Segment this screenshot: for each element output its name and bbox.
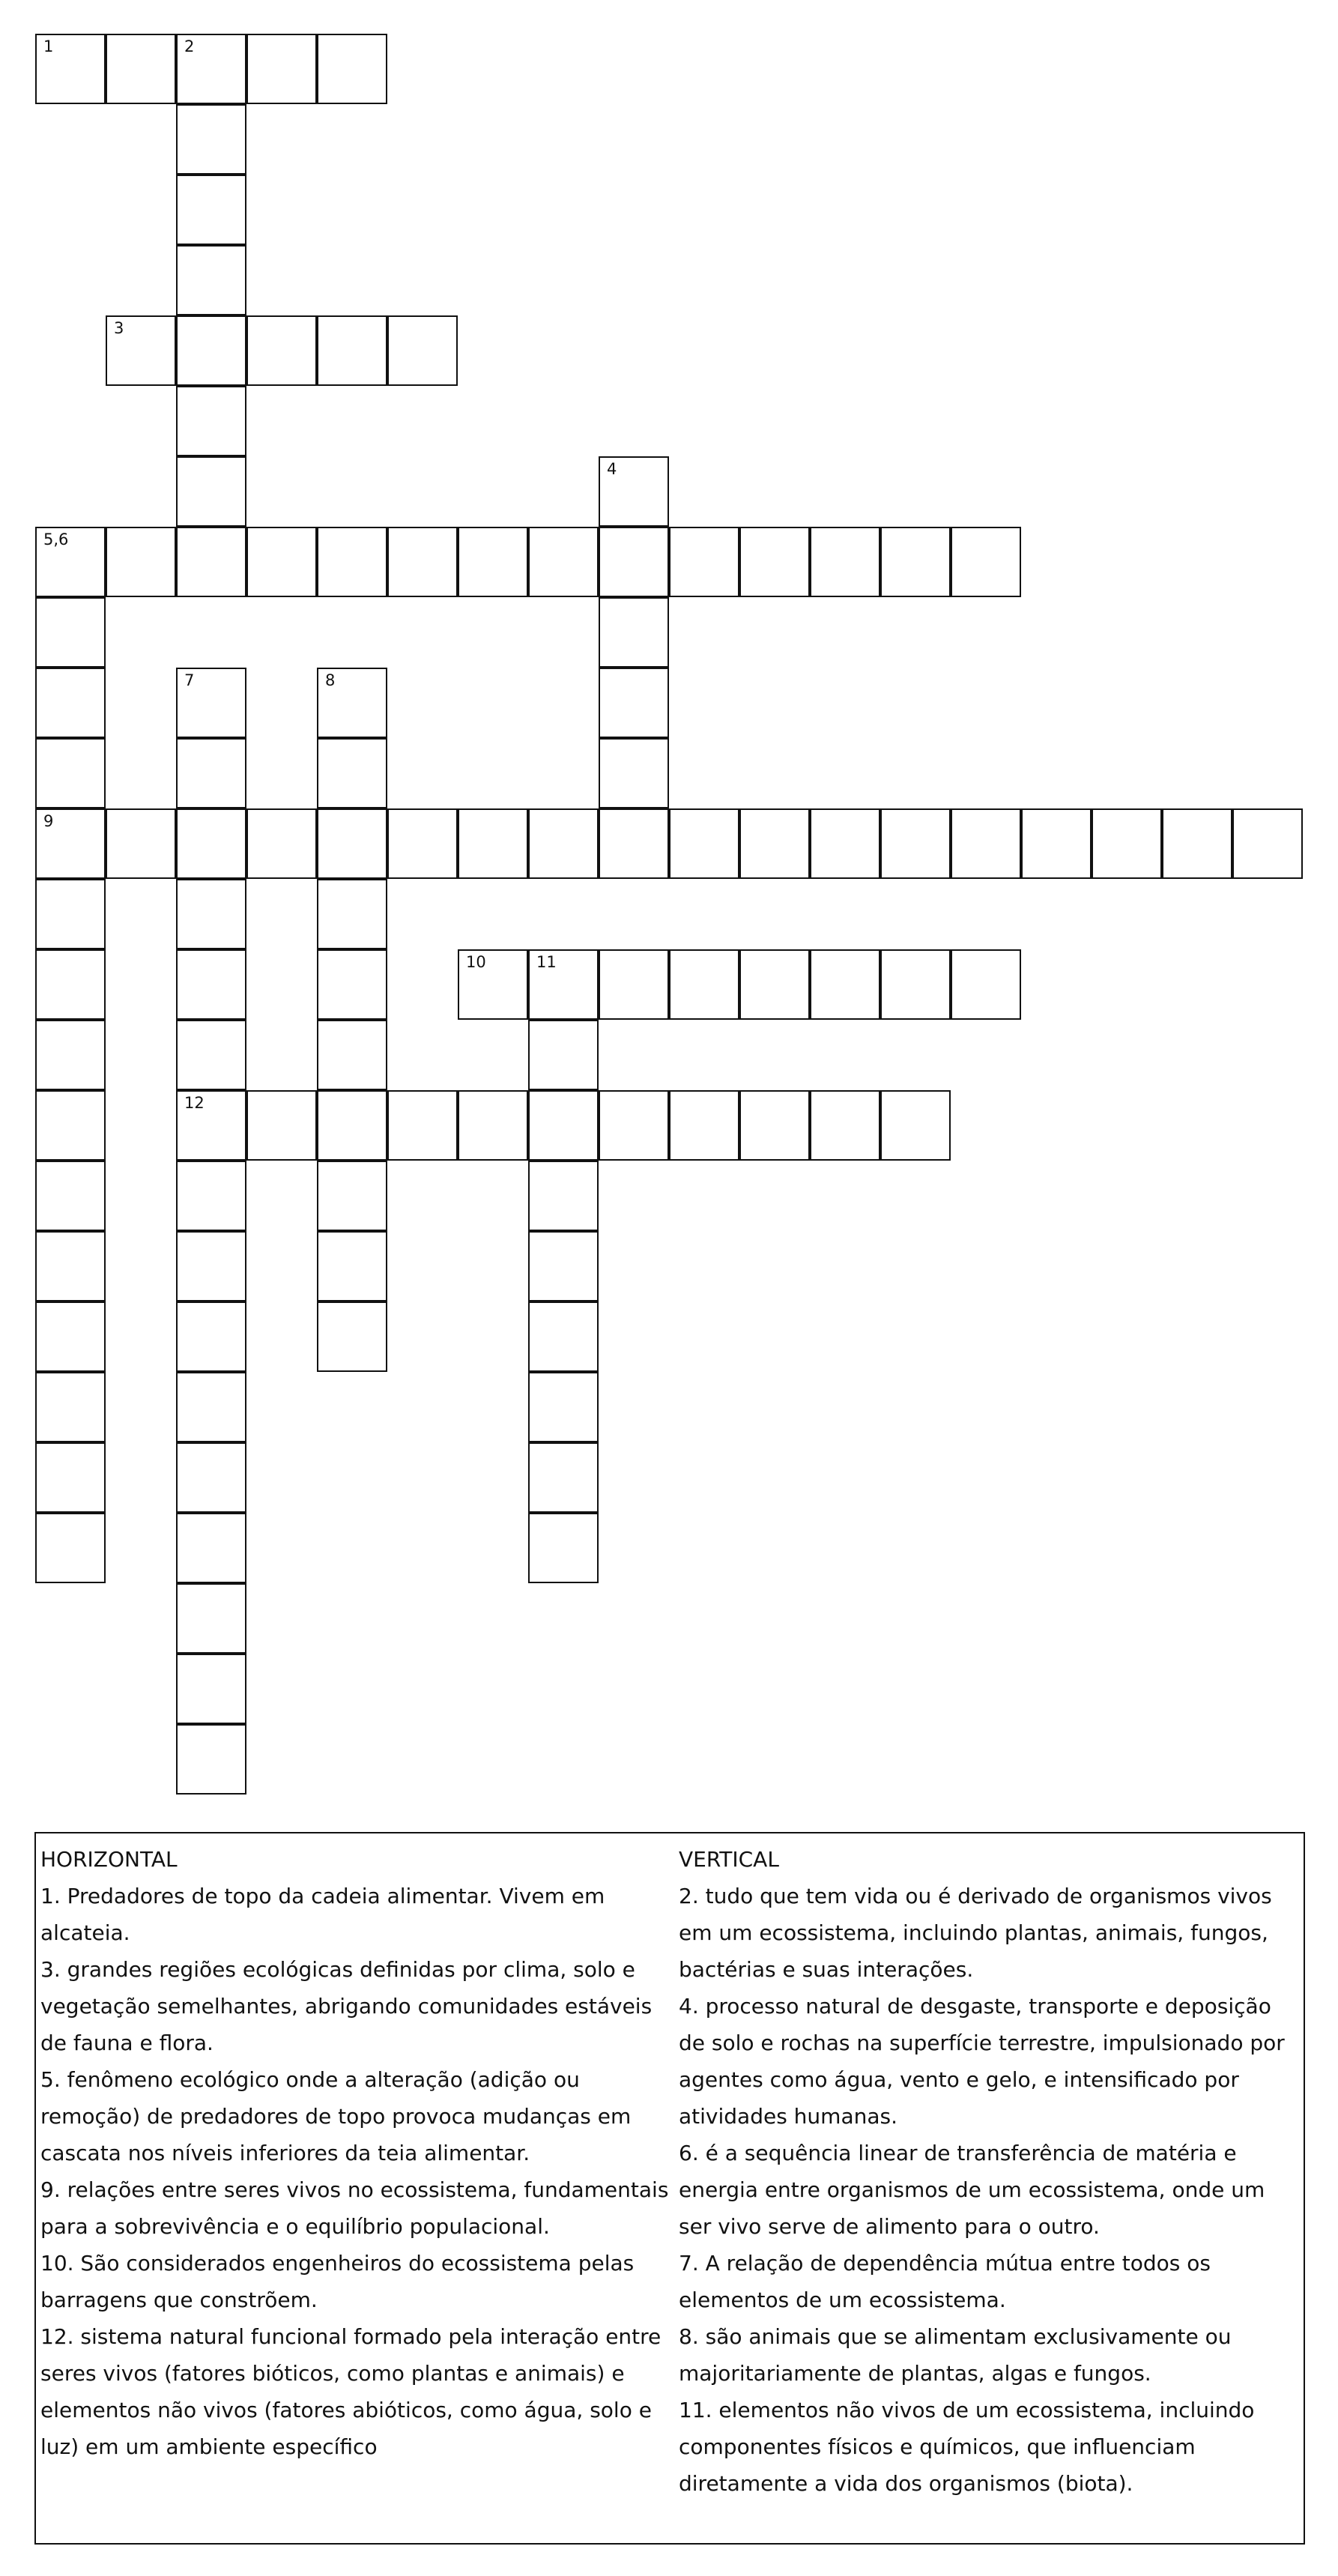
crossword-cell[interactable]: [810, 1090, 880, 1161]
crossword-cell[interactable]: [106, 34, 176, 104]
crossword-cell[interactable]: [528, 527, 599, 597]
crossword-cell[interactable]: [528, 1372, 599, 1442]
crossword-cell[interactable]: [669, 808, 739, 879]
crossword-cell[interactable]: [176, 1301, 246, 1372]
crossword-cell[interactable]: [176, 1231, 246, 1301]
crossword-cell[interactable]: [317, 1231, 387, 1301]
crossword-cell[interactable]: [106, 527, 176, 597]
crossword-cell[interactable]: [176, 1442, 246, 1513]
crossword-cell[interactable]: [599, 597, 669, 668]
horizontal-clue-10: 10. São considerados engenheiros do ecossistema pelas barragens que constrõem.: [40, 2251, 635, 2312]
crossword-cell[interactable]: [528, 1442, 599, 1513]
clues-box: [34, 1832, 1305, 2545]
crossword-cell[interactable]: [246, 315, 317, 386]
crossword-cell[interactable]: [246, 527, 317, 597]
clue-number: 10: [466, 953, 486, 971]
crossword-cell[interactable]: [599, 808, 669, 879]
crossword-cell[interactable]: [528, 1020, 599, 1090]
crossword-cell[interactable]: [106, 808, 176, 879]
crossword-cell[interactable]: [176, 1583, 246, 1654]
crossword-cell[interactable]: [317, 1090, 387, 1161]
crossword-cell[interactable]: [317, 527, 387, 597]
crossword-cell[interactable]: [528, 1513, 599, 1583]
crossword-cell[interactable]: [317, 1020, 387, 1090]
crossword-cell[interactable]: [599, 668, 669, 738]
clue-number: 3: [114, 319, 124, 337]
crossword-cell[interactable]: [739, 949, 810, 1020]
crossword-cell[interactable]: [528, 949, 599, 1020]
crossword-cell[interactable]: [810, 527, 880, 597]
crossword-cell[interactable]: [35, 1372, 106, 1442]
crossword-cell[interactable]: [1162, 808, 1232, 879]
crossword-cell[interactable]: [176, 456, 246, 527]
crossword-cell[interactable]: [387, 315, 458, 386]
crossword-cell[interactable]: [176, 34, 246, 104]
crossword-cell[interactable]: [528, 1161, 599, 1231]
crossword-cell[interactable]: [176, 104, 246, 175]
crossword-cell[interactable]: [176, 1161, 246, 1231]
crossword-cell[interactable]: [317, 315, 387, 386]
crossword-cell[interactable]: [106, 315, 176, 386]
crossword-cell[interactable]: [35, 527, 106, 597]
clue-number: 7: [184, 671, 195, 689]
crossword-cell[interactable]: [739, 1090, 810, 1161]
crossword-cell[interactable]: [176, 1724, 246, 1795]
crossword-cell[interactable]: [669, 527, 739, 597]
crossword-cell[interactable]: [1092, 808, 1162, 879]
crossword-cell[interactable]: [35, 1442, 106, 1513]
crossword-cell[interactable]: [35, 1301, 106, 1372]
clue-number: 4: [607, 460, 617, 478]
crossword-cell[interactable]: [880, 949, 951, 1020]
crossword-cell[interactable]: [387, 1090, 458, 1161]
vertical-heading: VERTICAL: [679, 1847, 779, 1872]
crossword-cell[interactable]: [810, 808, 880, 879]
crossword-cell[interactable]: [951, 949, 1021, 1020]
crossword-cell[interactable]: [951, 527, 1021, 597]
crossword-cell[interactable]: [317, 808, 387, 879]
crossword-cell[interactable]: [35, 879, 106, 949]
horizontal-clue-9: 9. relações entre seres vivos no ecossistema, fundamentais para a sobrevivência e o equilíbrio populacional.: [40, 2177, 669, 2239]
crossword-cell[interactable]: [458, 527, 528, 597]
crossword-cell[interactable]: [599, 738, 669, 808]
horizontal-clue-5: 5. fenômeno ecológico onde a alteração (adição ou remoção) de predadores de topo provoca mudanças em cascata nos níveis inferiores da teia alimentar.: [40, 2067, 632, 2165]
crossword-cell[interactable]: [35, 1161, 106, 1231]
horizontal-clue-12: 12. sistema natural funcional formado pela interação entre seres vivos (fatores bióticos, como plantas e animais) e elementos não vivos (fatores abióticos, como água, solo e luz) em um ambiente específico: [40, 2324, 662, 2459]
crossword-cell[interactable]: [35, 808, 106, 879]
vertical-clue-4: 4. processo natural de desgaste, transporte e deposição de solo e rochas na superfície terrestre, impulsionado por agentes como água, vento e gelo, e intensificado por atividades humanas.: [679, 1994, 1285, 2129]
crossword-cell[interactable]: [599, 1090, 669, 1161]
crossword-cell[interactable]: [669, 949, 739, 1020]
crossword-cell[interactable]: [317, 34, 387, 104]
crossword-cell[interactable]: [599, 456, 669, 527]
vertical-clue-6: 6. é a sequência linear de transferência de matéria e energia entre organismos de um ecossistema, onde um ser vivo serve de alimento para o outro.: [679, 2141, 1265, 2239]
crossword-cell[interactable]: [458, 949, 528, 1020]
crossword-cell[interactable]: [317, 1301, 387, 1372]
crossword-cell[interactable]: [387, 527, 458, 597]
clue-number: 8: [325, 671, 336, 689]
clue-number: 5,6: [43, 530, 69, 548]
vertical-clues: [679, 1841, 1298, 2502]
crossword-cell[interactable]: [810, 949, 880, 1020]
crossword-cell[interactable]: [528, 1231, 599, 1301]
clue-number: 11: [536, 953, 557, 971]
horizontal-clue-3: 3. grandes regiões ecológicas definidas por clima, solo e vegetação semelhantes, abrigando comunidades estáveis de fauna e flora.: [40, 1957, 653, 2055]
vertical-clue-2: 2. tudo que tem vida ou é derivado de organismos vivos em um ecossistema, incluindo plantas, animais, fungos, bactérias e suas interações.: [679, 1884, 1272, 1982]
crossword-cell[interactable]: [35, 949, 106, 1020]
crossword-cell[interactable]: [35, 1020, 106, 1090]
crossword-cell[interactable]: [35, 1090, 106, 1161]
crossword-cell[interactable]: [528, 808, 599, 879]
crossword-cell[interactable]: [528, 1090, 599, 1161]
crossword-cell[interactable]: [35, 34, 106, 104]
crossword-cell[interactable]: [317, 738, 387, 808]
crossword-cell[interactable]: [880, 527, 951, 597]
crossword-cell[interactable]: [458, 1090, 528, 1161]
crossword-cell[interactable]: [458, 808, 528, 879]
crossword-cell[interactable]: [317, 879, 387, 949]
vertical-clue-8: 8. são animais que se alimentam exclusivamente ou majoritariamente de plantas, algas e fungos.: [679, 2324, 1232, 2386]
clue-number: 9: [43, 812, 54, 830]
crossword-cell[interactable]: [880, 1090, 951, 1161]
crossword-cell[interactable]: [669, 1090, 739, 1161]
crossword-cell[interactable]: [246, 808, 317, 879]
vertical-clue-7: 7. A relação de dependência mútua entre todos os elementos de um ecossistema.: [679, 2251, 1211, 2312]
crossword-cell[interactable]: [176, 386, 246, 456]
crossword-cell[interactable]: [1021, 808, 1092, 879]
crossword-cell[interactable]: [176, 738, 246, 808]
crossword-cell[interactable]: [176, 808, 246, 879]
crossword-cell[interactable]: [246, 34, 317, 104]
crossword-cell[interactable]: [246, 1090, 317, 1161]
crossword-cell[interactable]: [387, 808, 458, 879]
vertical-clue-11: 11. elementos não vivos de um ecossistema, incluindo componentes físicos e químicos, que influenciam diretamente a vida dos organismos (biota).: [679, 2398, 1255, 2496]
crossword-cell[interactable]: [176, 175, 246, 245]
crossword-cell[interactable]: [317, 949, 387, 1020]
crossword-cell[interactable]: [176, 1654, 246, 1724]
crossword-cell[interactable]: [176, 527, 246, 597]
crossword-cell[interactable]: [739, 527, 810, 597]
crossword-cell[interactable]: [176, 1372, 246, 1442]
horizontal-clue-1: 1. Predadores de topo da cadeia alimentar. Vivem em alcateia.: [40, 1884, 605, 1945]
crossword-cell[interactable]: [176, 1513, 246, 1583]
crossword-cell[interactable]: [528, 1301, 599, 1372]
clue-number: 1: [43, 37, 54, 55]
crossword-cell[interactable]: [176, 1090, 246, 1161]
crossword-cell[interactable]: [176, 1020, 246, 1090]
clue-number: 2: [184, 37, 195, 55]
crossword-cell[interactable]: [1232, 808, 1303, 879]
crossword-cell[interactable]: [35, 597, 106, 668]
crossword-cell[interactable]: [176, 668, 246, 738]
clue-number: 12: [184, 1094, 205, 1112]
crossword-cell[interactable]: [176, 245, 246, 315]
horizontal-heading: HORIZONTAL: [40, 1847, 178, 1872]
crossword-cell[interactable]: [317, 668, 387, 738]
crossword-cell[interactable]: [176, 949, 246, 1020]
crossword-cell[interactable]: [176, 879, 246, 949]
crossword-cell[interactable]: [317, 1161, 387, 1231]
crossword-cell[interactable]: [176, 315, 246, 386]
crossword-cell[interactable]: [35, 1231, 106, 1301]
crossword-cell[interactable]: [599, 949, 669, 1020]
crossword-cell[interactable]: [951, 808, 1021, 879]
crossword-cell[interactable]: [880, 808, 951, 879]
crossword-cell[interactable]: [35, 668, 106, 738]
crossword-cell[interactable]: [35, 1513, 106, 1583]
crossword-cell[interactable]: [739, 808, 810, 879]
crossword-cell[interactable]: [35, 738, 106, 808]
crossword-cell[interactable]: [599, 527, 669, 597]
horizontal-clues: [40, 1841, 677, 2465]
